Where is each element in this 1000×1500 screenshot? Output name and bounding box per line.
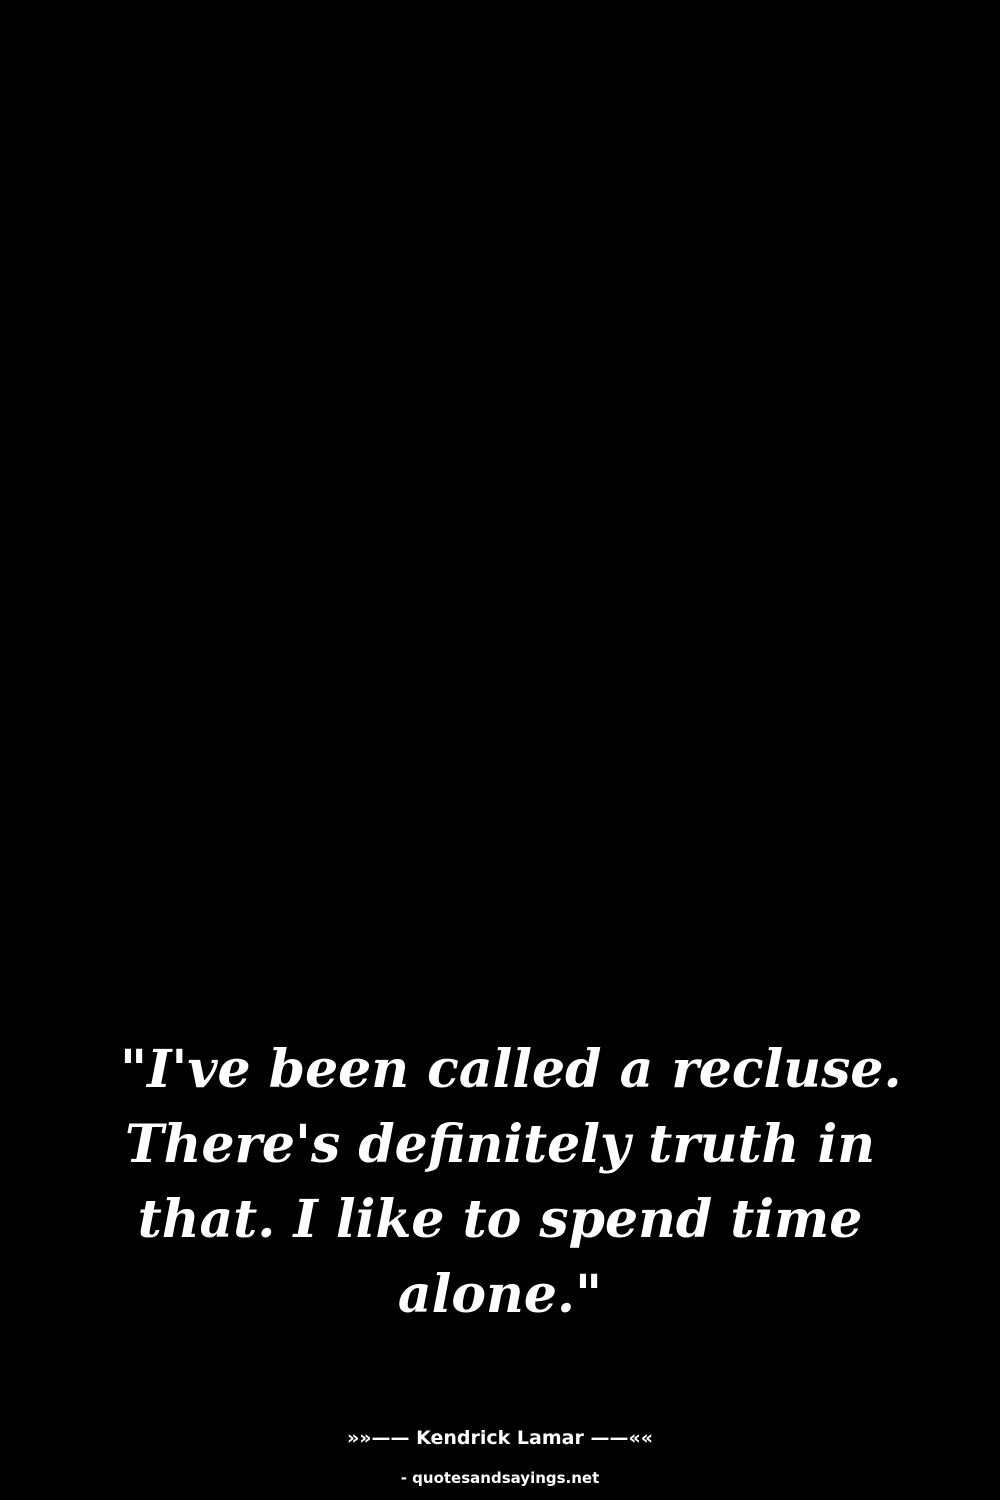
quote-line-3: that. I like to spend time: [137, 1189, 863, 1250]
quote-line-2: There's definitely truth in: [124, 1114, 876, 1175]
quote-text: [120, 1032, 902, 1332]
quote-line-4: alone.": [397, 1264, 603, 1325]
quote-line-1: "I've been called a recluse.: [120, 1039, 902, 1100]
site-watermark: - quotesandsayings.net: [400, 1469, 600, 1487]
quote-author: »»—— Kendrick Lamar ——««: [346, 1427, 654, 1449]
